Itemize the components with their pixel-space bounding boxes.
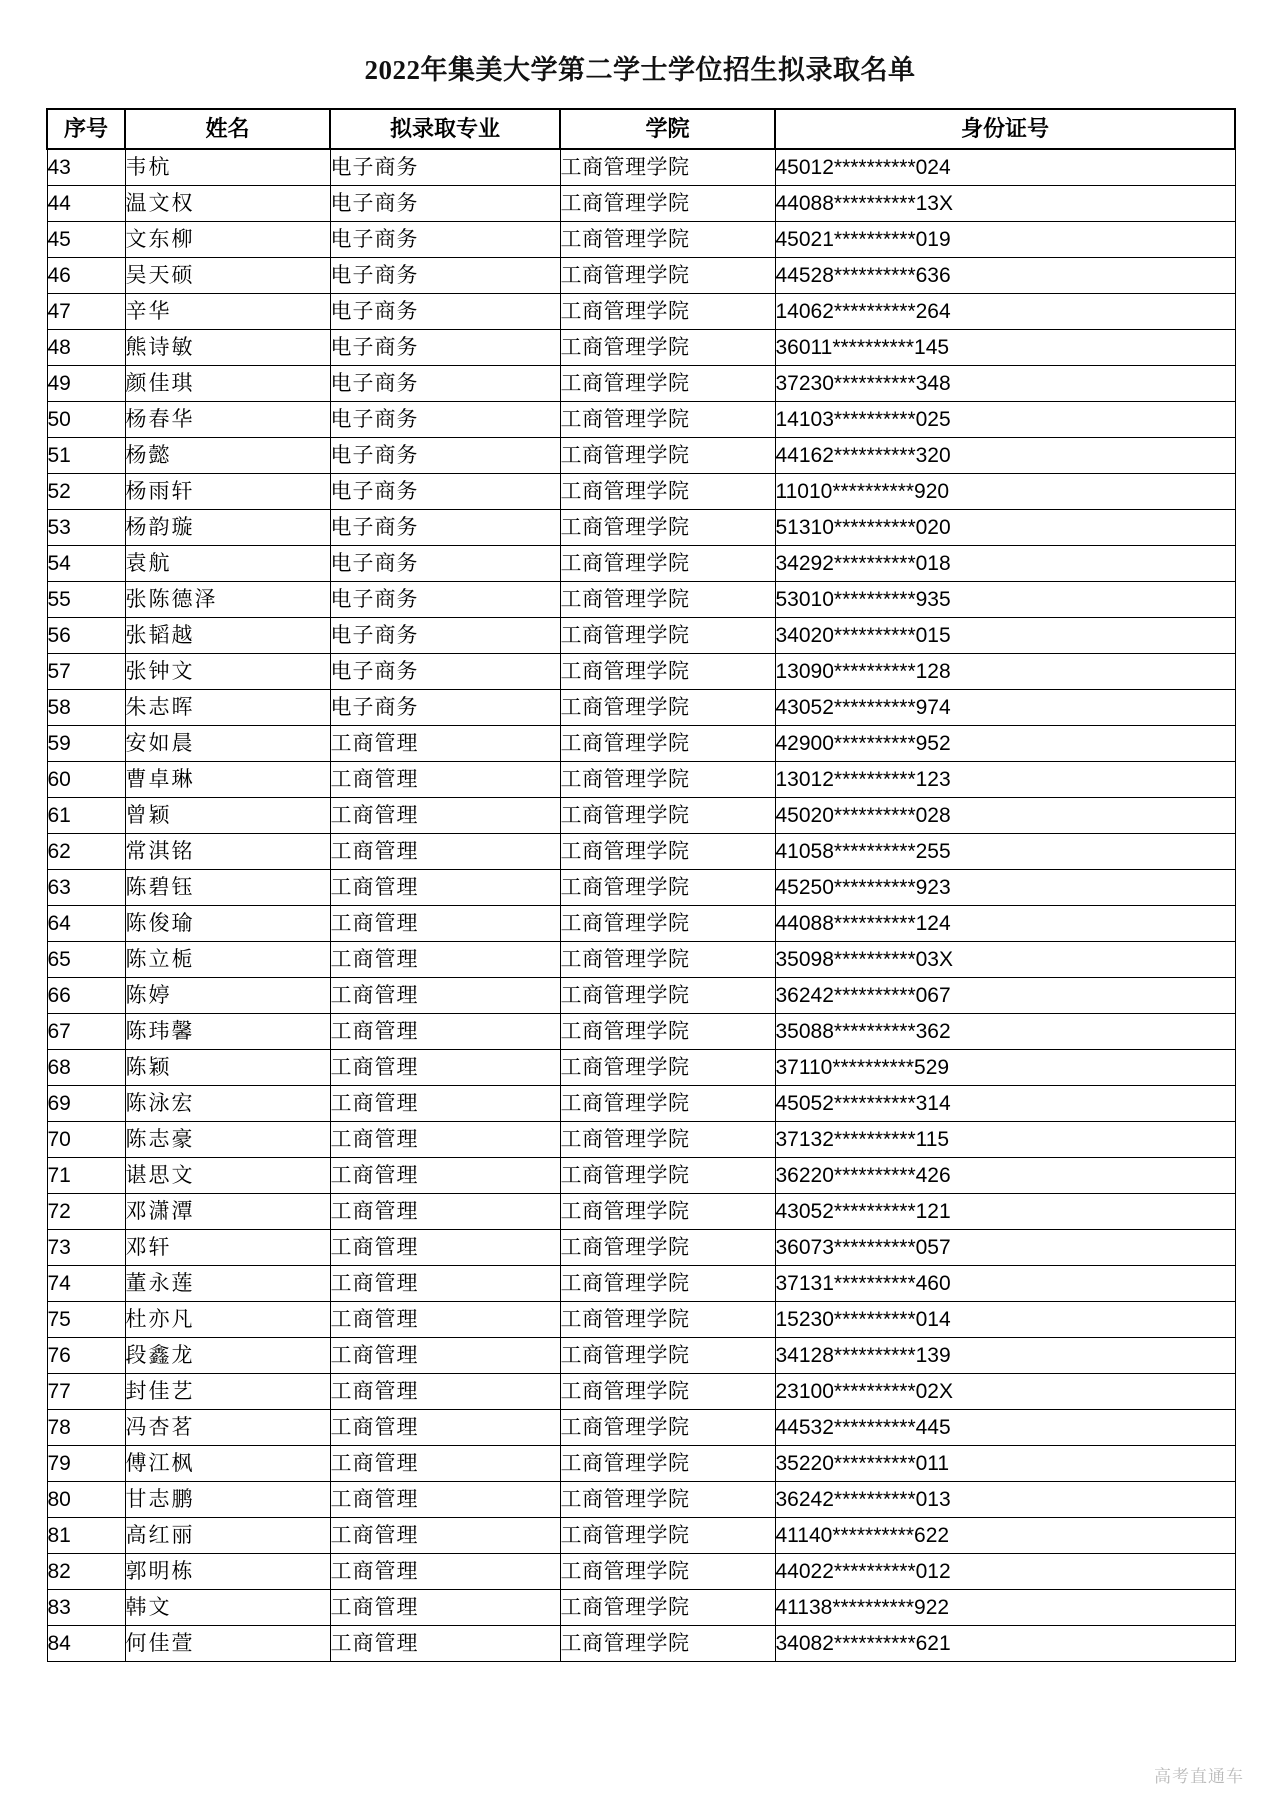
cell-major: 工商管理	[330, 1013, 560, 1049]
cell-id-number: 37230**********348	[775, 365, 1235, 401]
table-row	[47, 1481, 1235, 1517]
cell-name: 韦杭	[125, 149, 330, 186]
cell-id-number: 44528**********636	[775, 257, 1235, 293]
cell-major: 工商管理	[330, 941, 560, 977]
table-row	[47, 1121, 1235, 1157]
cell-name: 陈立栀	[125, 941, 330, 977]
cell-major: 工商管理	[330, 1625, 560, 1661]
cell-seq: 77	[47, 1373, 125, 1409]
cell-id-number: 35098**********03X	[775, 941, 1235, 977]
cell-seq: 55	[47, 581, 125, 617]
cell-name: 陈婷	[125, 977, 330, 1013]
cell-name: 辛华	[125, 293, 330, 329]
table-row	[47, 617, 1235, 653]
cell-major: 工商管理	[330, 1481, 560, 1517]
table-row	[47, 725, 1235, 761]
cell-college: 工商管理学院	[560, 1625, 775, 1661]
cell-college: 工商管理学院	[560, 257, 775, 293]
cell-seq: 49	[47, 365, 125, 401]
table-row	[47, 1229, 1235, 1265]
cell-major: 工商管理	[330, 1301, 560, 1337]
cell-major: 工商管理	[330, 797, 560, 833]
cell-id-number: 42900**********952	[775, 725, 1235, 761]
cell-seq: 79	[47, 1445, 125, 1481]
cell-major: 工商管理	[330, 833, 560, 869]
cell-name: 杨春华	[125, 401, 330, 437]
table-row	[47, 545, 1235, 581]
cell-college: 工商管理学院	[560, 1193, 775, 1229]
cell-id-number: 13012**********123	[775, 761, 1235, 797]
cell-name: 杨懿	[125, 437, 330, 473]
cell-id-number: 36220**********426	[775, 1157, 1235, 1193]
cell-name: 韩文	[125, 1589, 330, 1625]
table-row	[47, 761, 1235, 797]
table-row	[47, 437, 1235, 473]
cell-college: 工商管理学院	[560, 1301, 775, 1337]
cell-name: 温文权	[125, 185, 330, 221]
cell-name: 陈泳宏	[125, 1085, 330, 1121]
cell-college: 工商管理学院	[560, 761, 775, 797]
cell-name: 杜亦凡	[125, 1301, 330, 1337]
cell-seq: 57	[47, 653, 125, 689]
cell-major: 电子商务	[330, 185, 560, 221]
cell-college: 工商管理学院	[560, 1337, 775, 1373]
table-row	[47, 365, 1235, 401]
cell-name: 张陈德泽	[125, 581, 330, 617]
cell-college: 工商管理学院	[560, 1481, 775, 1517]
cell-name: 陈俊瑜	[125, 905, 330, 941]
cell-major: 工商管理	[330, 1373, 560, 1409]
cell-seq: 60	[47, 761, 125, 797]
table-row	[47, 977, 1235, 1013]
cell-id-number: 44022**********012	[775, 1553, 1235, 1589]
cell-id-number: 44088**********13X	[775, 185, 1235, 221]
cell-major: 电子商务	[330, 617, 560, 653]
cell-name: 谌思文	[125, 1157, 330, 1193]
cell-college: 工商管理学院	[560, 293, 775, 329]
cell-seq: 67	[47, 1013, 125, 1049]
cell-major: 电子商务	[330, 221, 560, 257]
cell-college: 工商管理学院	[560, 1049, 775, 1085]
cell-id-number: 44088**********124	[775, 905, 1235, 941]
table-row	[47, 1301, 1235, 1337]
table-row	[47, 1193, 1235, 1229]
cell-id-number: 44162**********320	[775, 437, 1235, 473]
cell-college: 工商管理学院	[560, 941, 775, 977]
table-row	[47, 869, 1235, 905]
cell-college: 工商管理学院	[560, 977, 775, 1013]
table-row	[47, 149, 1235, 186]
cell-name: 曹卓琳	[125, 761, 330, 797]
cell-name: 张钟文	[125, 653, 330, 689]
cell-college: 工商管理学院	[560, 1373, 775, 1409]
cell-id-number: 34292**********018	[775, 545, 1235, 581]
table-row	[47, 1553, 1235, 1589]
cell-college: 工商管理学院	[560, 1445, 775, 1481]
cell-name: 熊诗敏	[125, 329, 330, 365]
cell-seq: 72	[47, 1193, 125, 1229]
cell-name: 杨雨轩	[125, 473, 330, 509]
cell-seq: 44	[47, 185, 125, 221]
table-row	[47, 1265, 1235, 1301]
cell-major: 电子商务	[330, 401, 560, 437]
cell-seq: 64	[47, 905, 125, 941]
cell-name: 朱志晖	[125, 689, 330, 725]
cell-id-number: 43052**********121	[775, 1193, 1235, 1229]
cell-major: 电子商务	[330, 365, 560, 401]
cell-seq: 63	[47, 869, 125, 905]
cell-college: 工商管理学院	[560, 149, 775, 186]
roster-table-container	[46, 108, 1234, 1662]
cell-major: 工商管理	[330, 1085, 560, 1121]
table-row	[47, 941, 1235, 977]
cell-major: 工商管理	[330, 1337, 560, 1373]
table-row	[47, 1085, 1235, 1121]
cell-major: 工商管理	[330, 977, 560, 1013]
cell-college: 工商管理学院	[560, 725, 775, 761]
cell-seq: 71	[47, 1157, 125, 1193]
cell-major: 工商管理	[330, 1193, 560, 1229]
cell-major: 工商管理	[330, 1445, 560, 1481]
cell-major: 电子商务	[330, 653, 560, 689]
cell-id-number: 44532**********445	[775, 1409, 1235, 1445]
cell-name: 陈志豪	[125, 1121, 330, 1157]
cell-name: 张韬越	[125, 617, 330, 653]
cell-college: 工商管理学院	[560, 1121, 775, 1157]
cell-seq: 70	[47, 1121, 125, 1157]
table-row	[47, 1049, 1235, 1085]
cell-seq: 50	[47, 401, 125, 437]
table-row	[47, 401, 1235, 437]
cell-seq: 83	[47, 1589, 125, 1625]
cell-id-number: 41140**********622	[775, 1517, 1235, 1553]
table-row	[47, 1445, 1235, 1481]
cell-seq: 52	[47, 473, 125, 509]
cell-major: 工商管理	[330, 869, 560, 905]
cell-id-number: 11010**********920	[775, 473, 1235, 509]
cell-seq: 56	[47, 617, 125, 653]
cell-seq: 69	[47, 1085, 125, 1121]
cell-seq: 73	[47, 1229, 125, 1265]
cell-seq: 74	[47, 1265, 125, 1301]
cell-seq: 59	[47, 725, 125, 761]
column-header-id-number: 身份证号	[775, 109, 1235, 149]
cell-major: 电子商务	[330, 689, 560, 725]
cell-id-number: 37110**********529	[775, 1049, 1235, 1085]
cell-major: 电子商务	[330, 257, 560, 293]
cell-id-number: 37131**********460	[775, 1265, 1235, 1301]
cell-major: 电子商务	[330, 509, 560, 545]
cell-college: 工商管理学院	[560, 437, 775, 473]
cell-id-number: 13090**********128	[775, 653, 1235, 689]
table-row	[47, 581, 1235, 617]
cell-id-number: 34128**********139	[775, 1337, 1235, 1373]
cell-name: 封佳艺	[125, 1373, 330, 1409]
column-header-college: 学院	[560, 109, 775, 149]
table-row	[47, 509, 1235, 545]
cell-seq: 47	[47, 293, 125, 329]
cell-college: 工商管理学院	[560, 329, 775, 365]
cell-name: 邓轩	[125, 1229, 330, 1265]
cell-major: 电子商务	[330, 329, 560, 365]
cell-major: 工商管理	[330, 725, 560, 761]
table-row	[47, 1589, 1235, 1625]
cell-id-number: 45250**********923	[775, 869, 1235, 905]
cell-id-number: 14103**********025	[775, 401, 1235, 437]
table-row	[47, 833, 1235, 869]
cell-id-number: 41058**********255	[775, 833, 1235, 869]
cell-name: 邓潇潭	[125, 1193, 330, 1229]
cell-id-number: 23100**********02X	[775, 1373, 1235, 1409]
cell-college: 工商管理学院	[560, 797, 775, 833]
column-header-seq: 序号	[47, 109, 125, 149]
table-row	[47, 329, 1235, 365]
table-row	[47, 1409, 1235, 1445]
cell-name: 陈颖	[125, 1049, 330, 1085]
cell-major: 电子商务	[330, 149, 560, 186]
cell-id-number: 37132**********115	[775, 1121, 1235, 1157]
cell-name: 何佳萱	[125, 1625, 330, 1661]
table-row	[47, 689, 1235, 725]
cell-college: 工商管理学院	[560, 1013, 775, 1049]
cell-id-number: 43052**********974	[775, 689, 1235, 725]
admission-roster-table	[46, 108, 1236, 1662]
table-row	[47, 1625, 1235, 1661]
cell-college: 工商管理学院	[560, 1553, 775, 1589]
cell-name: 陈碧钰	[125, 869, 330, 905]
cell-seq: 75	[47, 1301, 125, 1337]
cell-id-number: 34020**********015	[775, 617, 1235, 653]
cell-seq: 66	[47, 977, 125, 1013]
cell-seq: 65	[47, 941, 125, 977]
cell-id-number: 36073**********057	[775, 1229, 1235, 1265]
cell-major: 工商管理	[330, 1553, 560, 1589]
cell-major: 工商管理	[330, 1589, 560, 1625]
cell-seq: 46	[47, 257, 125, 293]
cell-name: 傅江枫	[125, 1445, 330, 1481]
cell-seq: 62	[47, 833, 125, 869]
table-row	[47, 1157, 1235, 1193]
cell-seq: 48	[47, 329, 125, 365]
cell-college: 工商管理学院	[560, 1229, 775, 1265]
cell-name: 吴天硕	[125, 257, 330, 293]
cell-id-number: 53010**********935	[775, 581, 1235, 617]
cell-name: 段鑫龙	[125, 1337, 330, 1373]
cell-college: 工商管理学院	[560, 185, 775, 221]
cell-name: 颜佳琪	[125, 365, 330, 401]
cell-name: 文东柳	[125, 221, 330, 257]
cell-seq: 54	[47, 545, 125, 581]
cell-college: 工商管理学院	[560, 1589, 775, 1625]
cell-id-number: 34082**********621	[775, 1625, 1235, 1661]
cell-name: 陈玮馨	[125, 1013, 330, 1049]
cell-college: 工商管理学院	[560, 689, 775, 725]
cell-major: 工商管理	[330, 1049, 560, 1085]
cell-seq: 84	[47, 1625, 125, 1661]
cell-id-number: 45021**********019	[775, 221, 1235, 257]
cell-name: 杨韵璇	[125, 509, 330, 545]
column-header-major: 拟录取专业	[330, 109, 560, 149]
cell-major: 工商管理	[330, 1229, 560, 1265]
cell-college: 工商管理学院	[560, 869, 775, 905]
column-header-name: 姓名	[125, 109, 330, 149]
cell-major: 电子商务	[330, 581, 560, 617]
cell-major: 工商管理	[330, 905, 560, 941]
cell-college: 工商管理学院	[560, 581, 775, 617]
cell-id-number: 41138**********922	[775, 1589, 1235, 1625]
cell-major: 电子商务	[330, 545, 560, 581]
table-row	[47, 1013, 1235, 1049]
watermark: 高考直通车	[1154, 1767, 1244, 1786]
cell-seq: 68	[47, 1049, 125, 1085]
cell-seq: 61	[47, 797, 125, 833]
cell-college: 工商管理学院	[560, 1085, 775, 1121]
cell-name: 曾颖	[125, 797, 330, 833]
cell-major: 工商管理	[330, 1121, 560, 1157]
cell-id-number: 14062**********264	[775, 293, 1235, 329]
table-row	[47, 797, 1235, 833]
table-row	[47, 221, 1235, 257]
cell-name: 甘志鹏	[125, 1481, 330, 1517]
cell-major: 电子商务	[330, 473, 560, 509]
cell-major: 电子商务	[330, 437, 560, 473]
cell-id-number: 15230**********014	[775, 1301, 1235, 1337]
cell-seq: 82	[47, 1553, 125, 1589]
cell-major: 电子商务	[330, 293, 560, 329]
cell-id-number: 45020**********028	[775, 797, 1235, 833]
table-row	[47, 905, 1235, 941]
cell-major: 工商管理	[330, 1157, 560, 1193]
table-row	[47, 473, 1235, 509]
cell-seq: 58	[47, 689, 125, 725]
cell-id-number: 45052**********314	[775, 1085, 1235, 1121]
cell-id-number: 51310**********020	[775, 509, 1235, 545]
cell-college: 工商管理学院	[560, 1157, 775, 1193]
cell-college: 工商管理学院	[560, 509, 775, 545]
cell-seq: 80	[47, 1481, 125, 1517]
cell-college: 工商管理学院	[560, 1265, 775, 1301]
cell-name: 冯杏茗	[125, 1409, 330, 1445]
table-row	[47, 1373, 1235, 1409]
cell-seq: 51	[47, 437, 125, 473]
cell-name: 安如晨	[125, 725, 330, 761]
table-row	[47, 1337, 1235, 1373]
cell-major: 工商管理	[330, 1409, 560, 1445]
cell-major: 工商管理	[330, 1265, 560, 1301]
table-row	[47, 653, 1235, 689]
cell-name: 郭明栋	[125, 1553, 330, 1589]
cell-major: 工商管理	[330, 761, 560, 797]
cell-college: 工商管理学院	[560, 473, 775, 509]
cell-college: 工商管理学院	[560, 833, 775, 869]
table-row	[47, 185, 1235, 221]
cell-seq: 43	[47, 149, 125, 186]
cell-id-number: 35220**********011	[775, 1445, 1235, 1481]
cell-college: 工商管理学院	[560, 1517, 775, 1553]
cell-id-number: 36242**********067	[775, 977, 1235, 1013]
table-header-row	[47, 109, 1235, 149]
cell-college: 工商管理学院	[560, 401, 775, 437]
cell-college: 工商管理学院	[560, 221, 775, 257]
table-row	[47, 257, 1235, 293]
cell-major: 工商管理	[330, 1517, 560, 1553]
cell-college: 工商管理学院	[560, 653, 775, 689]
cell-seq: 53	[47, 509, 125, 545]
cell-seq: 78	[47, 1409, 125, 1445]
cell-college: 工商管理学院	[560, 365, 775, 401]
cell-college: 工商管理学院	[560, 905, 775, 941]
cell-seq: 76	[47, 1337, 125, 1373]
cell-name: 高红丽	[125, 1517, 330, 1553]
cell-college: 工商管理学院	[560, 1409, 775, 1445]
cell-seq: 81	[47, 1517, 125, 1553]
cell-college: 工商管理学院	[560, 545, 775, 581]
cell-id-number: 36242**********013	[775, 1481, 1235, 1517]
cell-college: 工商管理学院	[560, 617, 775, 653]
roster-table-body	[47, 149, 1235, 1662]
cell-name: 袁航	[125, 545, 330, 581]
cell-name: 董永莲	[125, 1265, 330, 1301]
cell-id-number: 45012**********024	[775, 149, 1235, 186]
table-row	[47, 1517, 1235, 1553]
cell-id-number: 35088**********362	[775, 1013, 1235, 1049]
page-title: 2022年集美大学第二学士学位招生拟录取名单	[364, 55, 916, 85]
cell-id-number: 36011**********145	[775, 329, 1235, 365]
cell-name: 常淇铭	[125, 833, 330, 869]
cell-seq: 45	[47, 221, 125, 257]
table-row	[47, 293, 1235, 329]
